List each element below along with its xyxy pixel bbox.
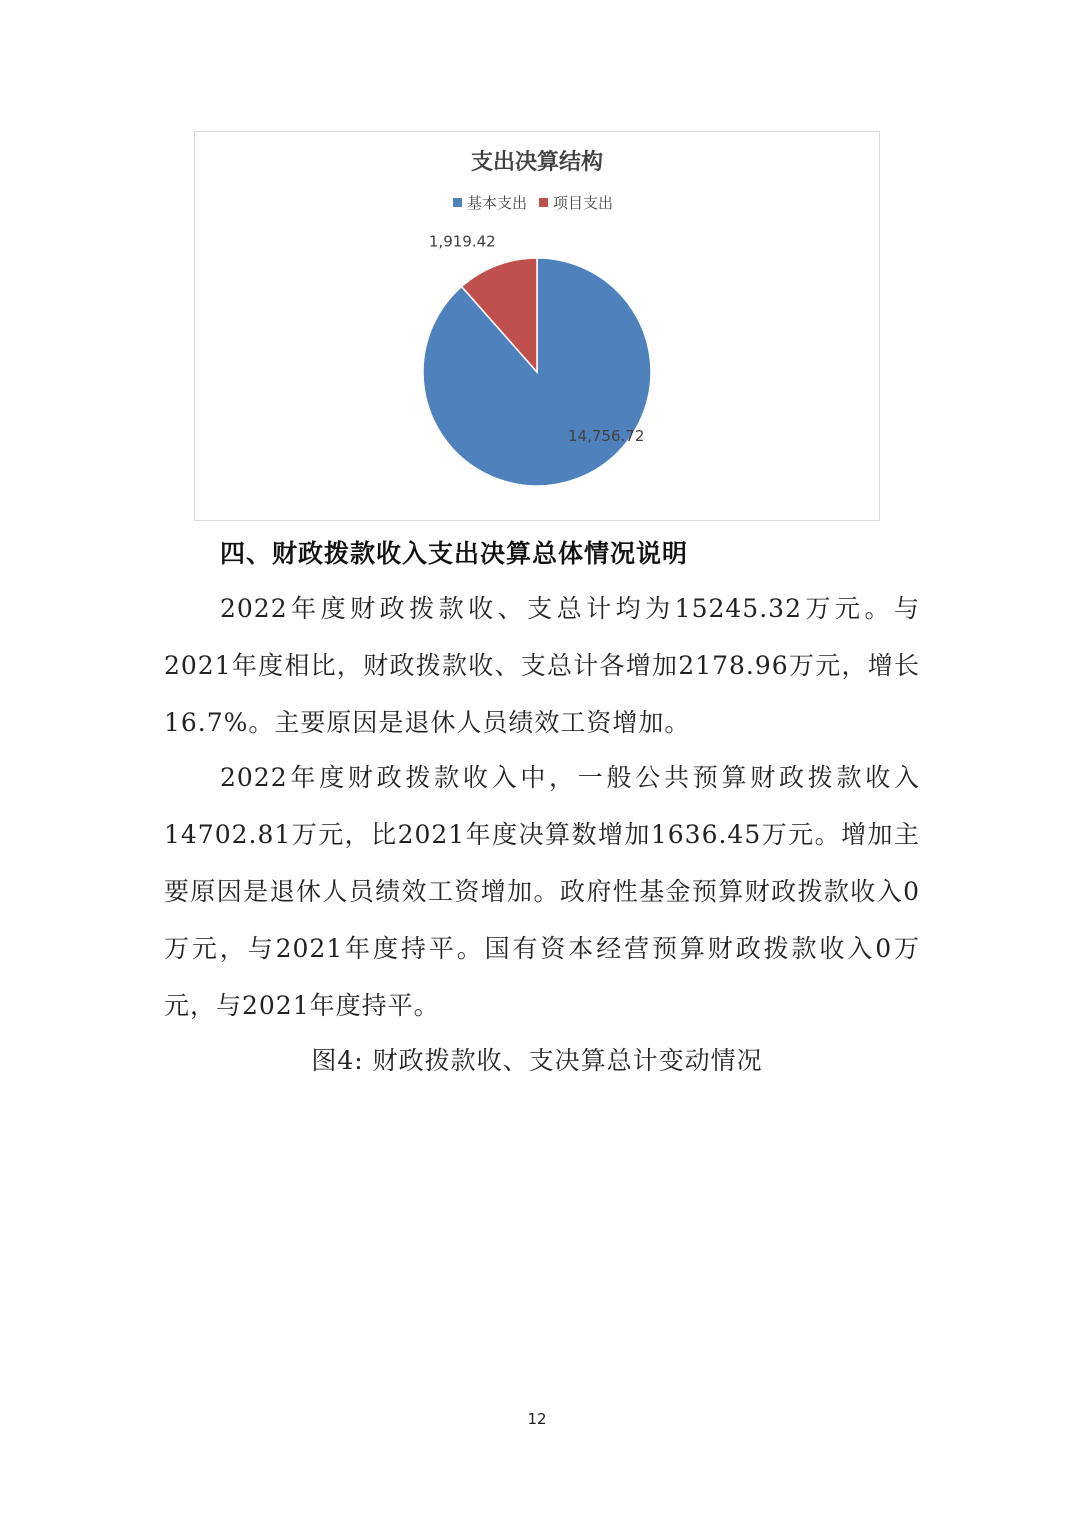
section-heading: 四、财政拨款收入支出决算总体情况说明 <box>220 539 689 568</box>
pie-slices <box>423 258 651 486</box>
pie-data-label-1: 14,756.72 <box>568 427 645 445</box>
paragraph-total: 2022年度财政拨款收、支总计均为15245.32万元。与2021年度相比，财政拨款收、支总计各增加2178.96万元，增长16.7%。主要原因是退休人员绩效工资增加。 <box>164 594 920 737</box>
chart-title: 支出决算结构 <box>470 150 604 175</box>
figure-caption: 图4: 财政拨款收、支决算总计变动情况 <box>311 1046 763 1075</box>
page-number: 12 <box>527 1410 547 1428</box>
chart-legend <box>453 194 613 212</box>
pie-chart <box>194 131 880 521</box>
pie-data-label-2: 1,919.42 <box>428 232 496 251</box>
legend-swatch-2 <box>539 198 548 207</box>
paragraph-income: 2022年度财政拨款收入中，一般公共预算财政拨款收入14702.81万元，比2021年度决算数增加1636.45万元。增加主要原因是退休人员绩效工资增加。政府性基金预算财政拨款收入0万元，与2021年度持平。国有资本经营预算财政拨款收入0万元，与2021年度持平。 <box>164 763 920 1020</box>
legend-swatch-1 <box>453 198 462 207</box>
pie-chart-svg <box>195 132 879 520</box>
legend-label-2: 项目支出 <box>553 194 614 212</box>
legend-label-1: 基本支出 <box>467 194 528 212</box>
